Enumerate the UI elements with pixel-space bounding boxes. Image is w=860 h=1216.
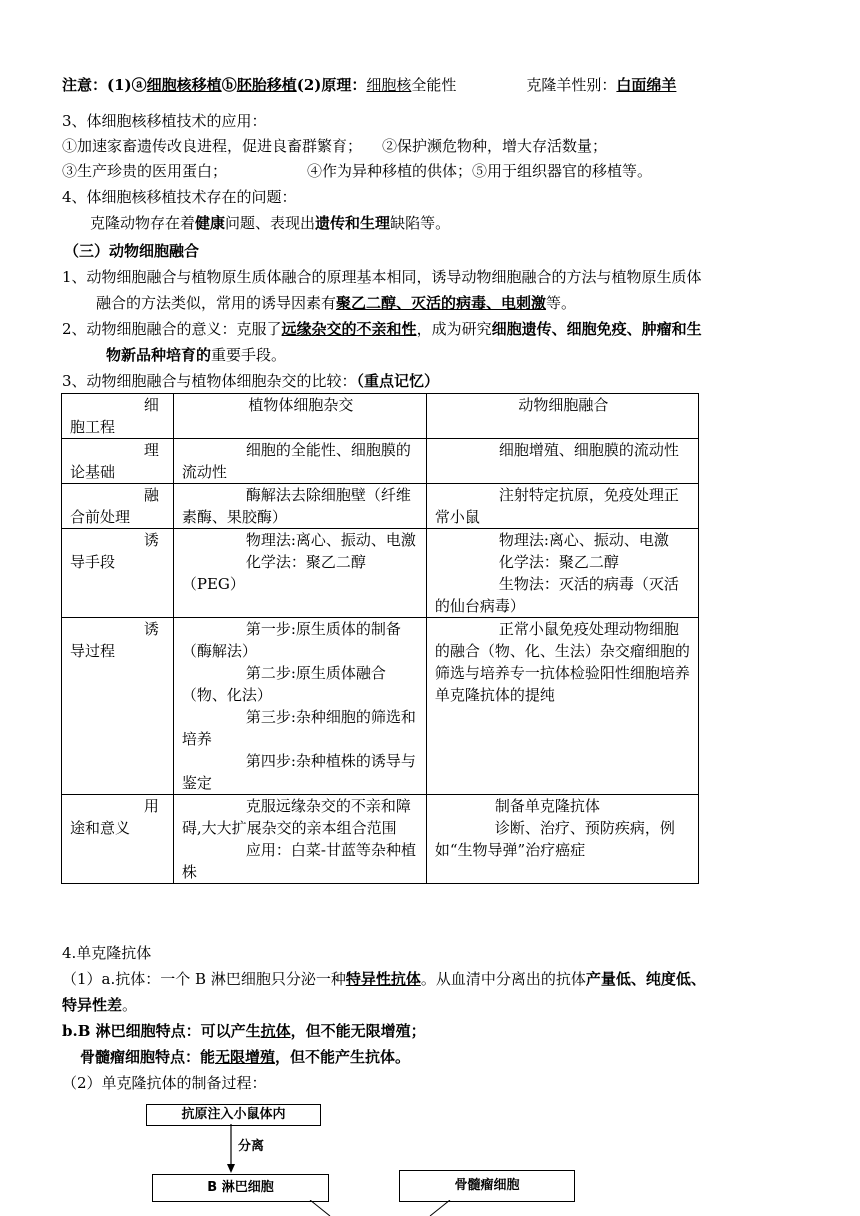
table-header-row: [62, 394, 699, 439]
mab-b1: b.B 淋巴细胞特点：可以产生: [62, 1022, 261, 1040]
sec3-item4: ④作为异种移植的供体；⑤用于组织器官的移植等。: [307, 162, 653, 180]
header-cell-engineering: [62, 394, 174, 439]
part3-p2-l2a: 物新品种培育的: [106, 346, 212, 364]
part3-p3-b: （重点记忆）: [356, 372, 440, 390]
sec4-t5: 缺陷等。: [390, 214, 451, 232]
mab-line-c: [80, 1046, 410, 1068]
mab-c1: 骨髓瘤细胞特点：能: [80, 1048, 216, 1066]
cell-text: 第三步:杂种细胞的筛选和培养: [181, 708, 416, 748]
row-plant-cell: [173, 484, 426, 529]
table-row: [62, 484, 699, 529]
row-animal-cell: [426, 439, 698, 484]
sec4-text: [90, 212, 450, 234]
part3-p2-line2: [106, 344, 286, 366]
part3-p3-a: 3、动物细胞融合与植物体细胞杂交的比较：: [62, 372, 357, 390]
row-key-a: 理: [143, 441, 159, 459]
mab-a5: 特异性差: [62, 996, 123, 1014]
row-key-b: 途和意义: [70, 819, 131, 837]
mab-a6: 。: [122, 996, 138, 1014]
flow-box-myeloma: 骨髓瘤细胞: [399, 1170, 575, 1202]
row-key-a: 融: [143, 486, 159, 504]
cell-text: 注射特定抗原，免疫处理正常小鼠: [434, 486, 679, 526]
row-key-a: 用: [143, 797, 159, 815]
row-plant-cell: [173, 795, 426, 884]
header-engineering-b: 胞工程: [70, 418, 116, 436]
mab-c3: ，但不能产生抗体。: [275, 1048, 411, 1066]
row-key: [62, 795, 174, 884]
row-animal-cell: [426, 484, 698, 529]
row-key-b: 导手段: [70, 553, 116, 571]
part3-p1-b: 聚乙二醇、灭活的病毒、电刺激: [336, 294, 547, 312]
note-b-mark: ⓑ: [221, 76, 237, 94]
cell-text: 酶解法去除细胞壁（纤维素酶、果胶酶）: [181, 486, 411, 526]
part3-p1-c: 等。: [546, 294, 577, 312]
header-engineering-a: 细: [143, 396, 159, 414]
sex-value: 白面绵羊: [616, 76, 677, 94]
sec4-t3: 问题、表现出: [225, 214, 316, 232]
part3-p1-line1: 1、动物细胞融合与植物原生质体融合的原理基本相同，诱导动物细胞融合的方法与植物原生质体: [62, 268, 702, 286]
row-plant-cell: [173, 618, 426, 795]
sec4-t1: 克隆动物存在着: [90, 214, 196, 232]
header-animal: 动物细胞融合: [426, 394, 698, 439]
cell-text: 细胞的全能性、细胞膜的流动性: [181, 441, 411, 481]
note-prefix: 注意：: [62, 76, 108, 94]
mab-line-a2: [62, 994, 137, 1016]
mab-line-d: （2）单克隆抗体的制备过程：: [62, 1074, 267, 1092]
part3-p1-line2: [96, 292, 576, 314]
row-key: [62, 439, 174, 484]
table-row: [62, 618, 699, 795]
flow-arrow-label: 分离: [238, 1139, 265, 1154]
row-plant-cell: [173, 529, 426, 618]
sec3-item2: ②保护濒危物种，增大存活数量；: [382, 137, 608, 155]
cell-text: 正常小鼠免疫处理动物细胞的融合（物、化、生法）杂交瘤细胞的筛选与培养专一抗体检验阳性细胞培养单克隆抗体的提纯: [434, 620, 690, 704]
flow-box-b-lymphocyte: B 淋巴细胞: [152, 1174, 329, 1202]
part3-p2-b: 远缘杂交的不亲和性: [281, 320, 417, 338]
principle-underlined: 细胞核: [366, 76, 412, 94]
sec3-title: 3、体细胞核移植技术的应用：: [62, 112, 267, 130]
part3-p1-a: 融合的方法类似，常用的诱导因素有: [96, 294, 337, 312]
table-row: [62, 795, 699, 884]
mab-c2: 无限增殖: [215, 1048, 276, 1066]
row-key-b: 论基础: [70, 463, 116, 481]
mab-b3: ，但不能无限增殖；: [290, 1022, 426, 1040]
row-animal-cell: [426, 618, 698, 795]
row-key: [62, 529, 174, 618]
part3-p2-l2b: 重要手段。: [211, 346, 287, 364]
sex-label: 克隆羊性别：: [526, 76, 617, 94]
note-a-text: 细胞核移植: [146, 76, 222, 94]
part3-p2-c: ，成为研究: [416, 320, 492, 338]
part3-p2-d: 细胞遗传、细胞免疫、肿瘤和生: [491, 320, 702, 338]
mab-a2: 特异性抗体: [345, 970, 421, 988]
row-animal-cell: [426, 529, 698, 618]
cell-text: 制备单克隆抗体: [494, 797, 600, 815]
row-key: [62, 618, 174, 795]
flow-box-antigen: 抗原注入小鼠体内: [146, 1104, 321, 1126]
sec4-title: 4、体细胞核移植技术存在的问题：: [62, 188, 297, 206]
table-row: [62, 439, 699, 484]
note-line: [62, 74, 676, 96]
mab-b2: 抗体: [260, 1022, 291, 1040]
comparison-table: [61, 393, 699, 884]
cell-text: 细胞增殖、细胞膜的流动性: [498, 441, 679, 459]
note-a-mark: ⓐ: [131, 76, 147, 94]
mab-line-a: [62, 968, 706, 990]
row-plant-cell: [173, 439, 426, 484]
sec3-line2: [62, 160, 652, 182]
table-row: [62, 529, 699, 618]
part3-p2-a: 2、动物细胞融合的意义：克服了: [62, 320, 282, 338]
cell-text: 生物法：灭活的病毒（灭活的仙台病毒）: [434, 575, 679, 615]
flow-connector-lines: [290, 1200, 490, 1216]
cell-text: 物理法:离心、振动、电激: [498, 531, 669, 549]
row-key: [62, 484, 174, 529]
mab-a1: （1）a.抗体：一个 B 淋巴细胞只分泌一种: [62, 970, 346, 988]
cell-text: 化学法：聚乙二醇: [498, 553, 619, 571]
sec4-t2: 健康: [195, 214, 226, 232]
row-key-b: 合前处理: [70, 508, 131, 526]
mab-title: 4.单克隆抗体: [62, 944, 152, 962]
note-b-text: 胚胎移植: [236, 76, 297, 94]
part3-p2-line1: [62, 318, 702, 340]
cell-text: 第四步:杂种植株的诱导与鉴定: [181, 752, 416, 792]
row-key-b: 导过程: [70, 642, 116, 660]
note-p1: (1): [107, 76, 132, 94]
header-plant: 植物体细胞杂交: [173, 394, 426, 439]
row-key-a: 诱: [143, 531, 159, 549]
sec3-line1: [62, 135, 607, 157]
mab-a3: 。从血清中分离出的抗体: [420, 970, 586, 988]
row-animal-cell: [426, 795, 698, 884]
principle-rest: 全能性: [411, 76, 457, 94]
cell-text: 克服远缘杂交的不亲和障碍,大大扩展杂交的亲本组合范围: [181, 797, 411, 837]
mab-a4: 产量低、纯度低、: [585, 970, 706, 988]
note-p2: (2)原理：: [296, 76, 367, 94]
part3-p3: [62, 370, 439, 392]
part3-heading: （三）动物细胞融合: [64, 242, 200, 260]
cell-text: 第一步:原生质体的制备（酶解法）: [181, 620, 401, 660]
cell-text: 应用：白菜-甘蓝等杂种植株: [181, 841, 416, 881]
row-key-a: 诱: [143, 620, 159, 638]
cell-text: 第二步:原生质体融合（物、化法）: [181, 664, 386, 704]
mab-line-b: [62, 1020, 426, 1042]
cell-text: 物理法:离心、振动、电激: [245, 531, 416, 549]
sec4-t4: 遗传和生理: [315, 214, 391, 232]
sec3-item1: ①加速家畜遗传改良进程，促进良畜群繁育；: [62, 137, 363, 155]
cell-text: 诊断、治疗、预防疾病，例如“生物导弹”治疗癌症: [434, 819, 675, 859]
sec3-item3: ③生产珍贵的医用蛋白；: [62, 162, 228, 180]
cell-text: 化学法：聚乙二醇（PEG）: [181, 553, 366, 593]
